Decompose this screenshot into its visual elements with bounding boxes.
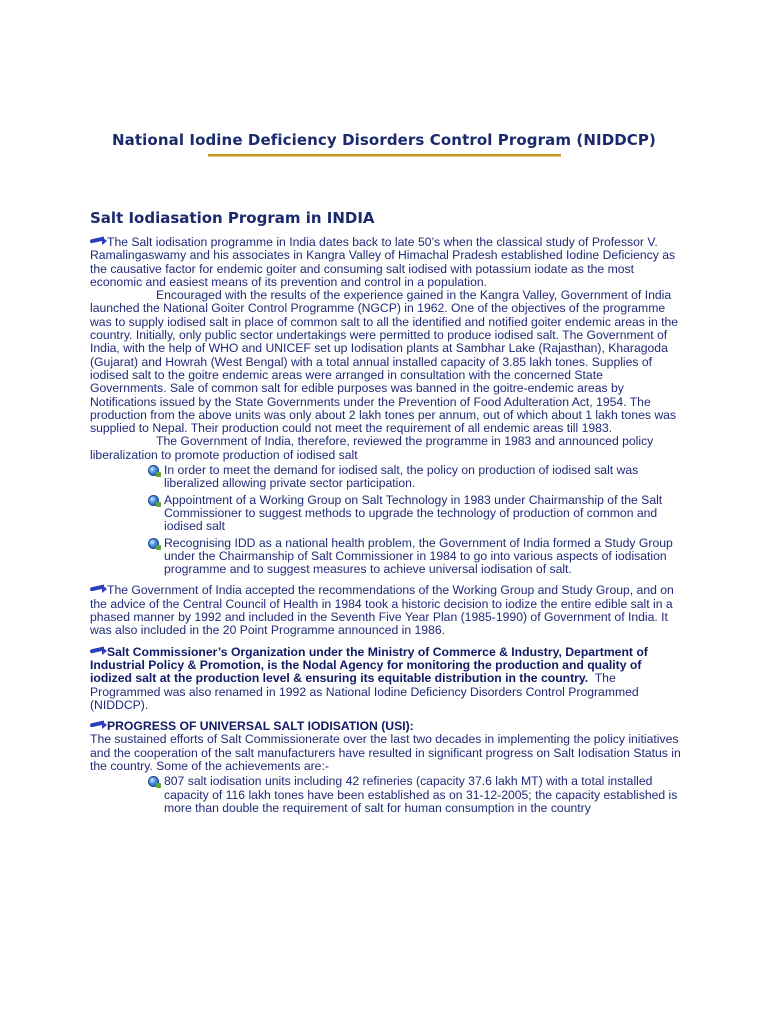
gem-bullet-icon (148, 465, 159, 476)
list-item: Appointment of a Working Group on Salt Technology in 1983 under Chairmanship of the Salt Commissioner to suggest methods to upgrade the technology of production of common and iodised salt (146, 494, 682, 534)
gem-bullet-icon (148, 776, 159, 787)
title-underline (208, 154, 561, 157)
arrow-icon (90, 647, 107, 655)
list-item: Recognising IDD as a national health problem, the Government of India formed a Study Group under the Chairmanship of Salt Commissioner in 1984 to go into various aspects of iodisation programme and to suggest measures to achieve universal iodisation of salt. (146, 537, 682, 577)
paragraph-5: Salt Commissioner’s Organization under the Ministry of Commerce & Industry, Department of Industrial Policy & Promotion, is the Nodal Agency for monitoring the production and quality of iodized salt at the production level & ensuring its equitable distribution in the country. The Programmed was also renamed in 1992 as National Iodine Deficiency Disorders Control Programmed (NIDDCP). (90, 644, 648, 712)
paragraph-6: The sustained efforts of Salt Commissionerate over the last two decades in implementing the policy initiatives and the cooperation of the salt manufacturers have resulted in significant progress on Salt Iodisation Status in the country. Some of the achievements are:- (90, 732, 681, 773)
policy-bullet-list (90, 464, 682, 576)
paragraph-4: The Government of India accepted the recommendations of the Working Group and Study Group, and on the advice of the Central Council of Health in 1984 took a historic decision to iodize the entire edible salt in a phased manner by 1992 and included in the Seventh Five Year Plan (1985-1990) of Government of India. It was also included in the 20 Point Programme announced in 1986. (90, 583, 674, 638)
paragraph-1: The Salt iodisation programme in India dates back to late 50’s when the classical study of Professor V. Ramalingaswamy and his associates in Kangra Valley of Himachal Pradesh established Iodine Deficiency as the causative factor for endemic goiter and consuming salt iodised with potassium iodate as the most economic and easiest means of its prevention and control in a population. (90, 235, 676, 289)
paragraph-3: The Government of India, therefore, reviewed the programme in 1983 and announced policy liberalization to promote production of iodised salt (90, 434, 654, 462)
list-item: In order to meet the demand for iodised salt, the policy on production of iodised salt was liberalized allowing private sector participation. (146, 464, 682, 491)
paragraph-2: Encouraged with the results of the experience gained in the Kangra Valley, Government of India launched the National Goiter Control Programme (NGCP) in 1962. One of the objectives of the programme was to supply iodised salt in place of common salt to all the identified and notified goiter endemic areas in the country. Initially, only public sector undertakings were permitted to produce iodised salt. The Government of India, with the help of WHO and UNICEF set up Iodisation plants at Sambhar Lake (Rajasthan), Kharagoda (Gujarat) and Howrah (West Bengal) with a total annual installed capacity of 3.85 lakh tones. Supplies of iodised salt to the goitre endemic areas were arranged in consultation with the concerned State Governments. Sale of common salt for edible purposes was banned in the goitre-endemic areas by Notifications issued by the State Governments under the Prevention of Food Adulteration Act, 1954. The production from the above units was only about 2 lakh tones per annum, out of which about 1 lakh tones was supplied to Nepal. Their production could not meet the requirement of all endemic areas till 1983. (90, 288, 679, 436)
arrow-icon (90, 237, 107, 245)
achievements-bullet-list (90, 775, 682, 815)
usi-heading: PROGRESS OF UNIVERSAL SALT IODISATION (USI): (90, 720, 682, 733)
arrow-icon (90, 721, 107, 729)
list-item: 807 salt iodisation units including 42 refineries (capacity 37.6 lakh MT) with a total installed capacity of 116 lakh tones have been established as on 31-12-2005; the capacity established is more than double the requirement of salt for human consumption in the country (146, 775, 682, 815)
gem-bullet-icon (148, 538, 159, 549)
page-title: National Iodine Deficiency Disorders Control Program (NIDDCP) (112, 131, 656, 149)
document-body (90, 236, 682, 818)
gem-bullet-icon (148, 495, 159, 506)
arrow-icon (90, 585, 107, 593)
section-title: Salt Iodiasation Program in INDIA (90, 209, 375, 227)
